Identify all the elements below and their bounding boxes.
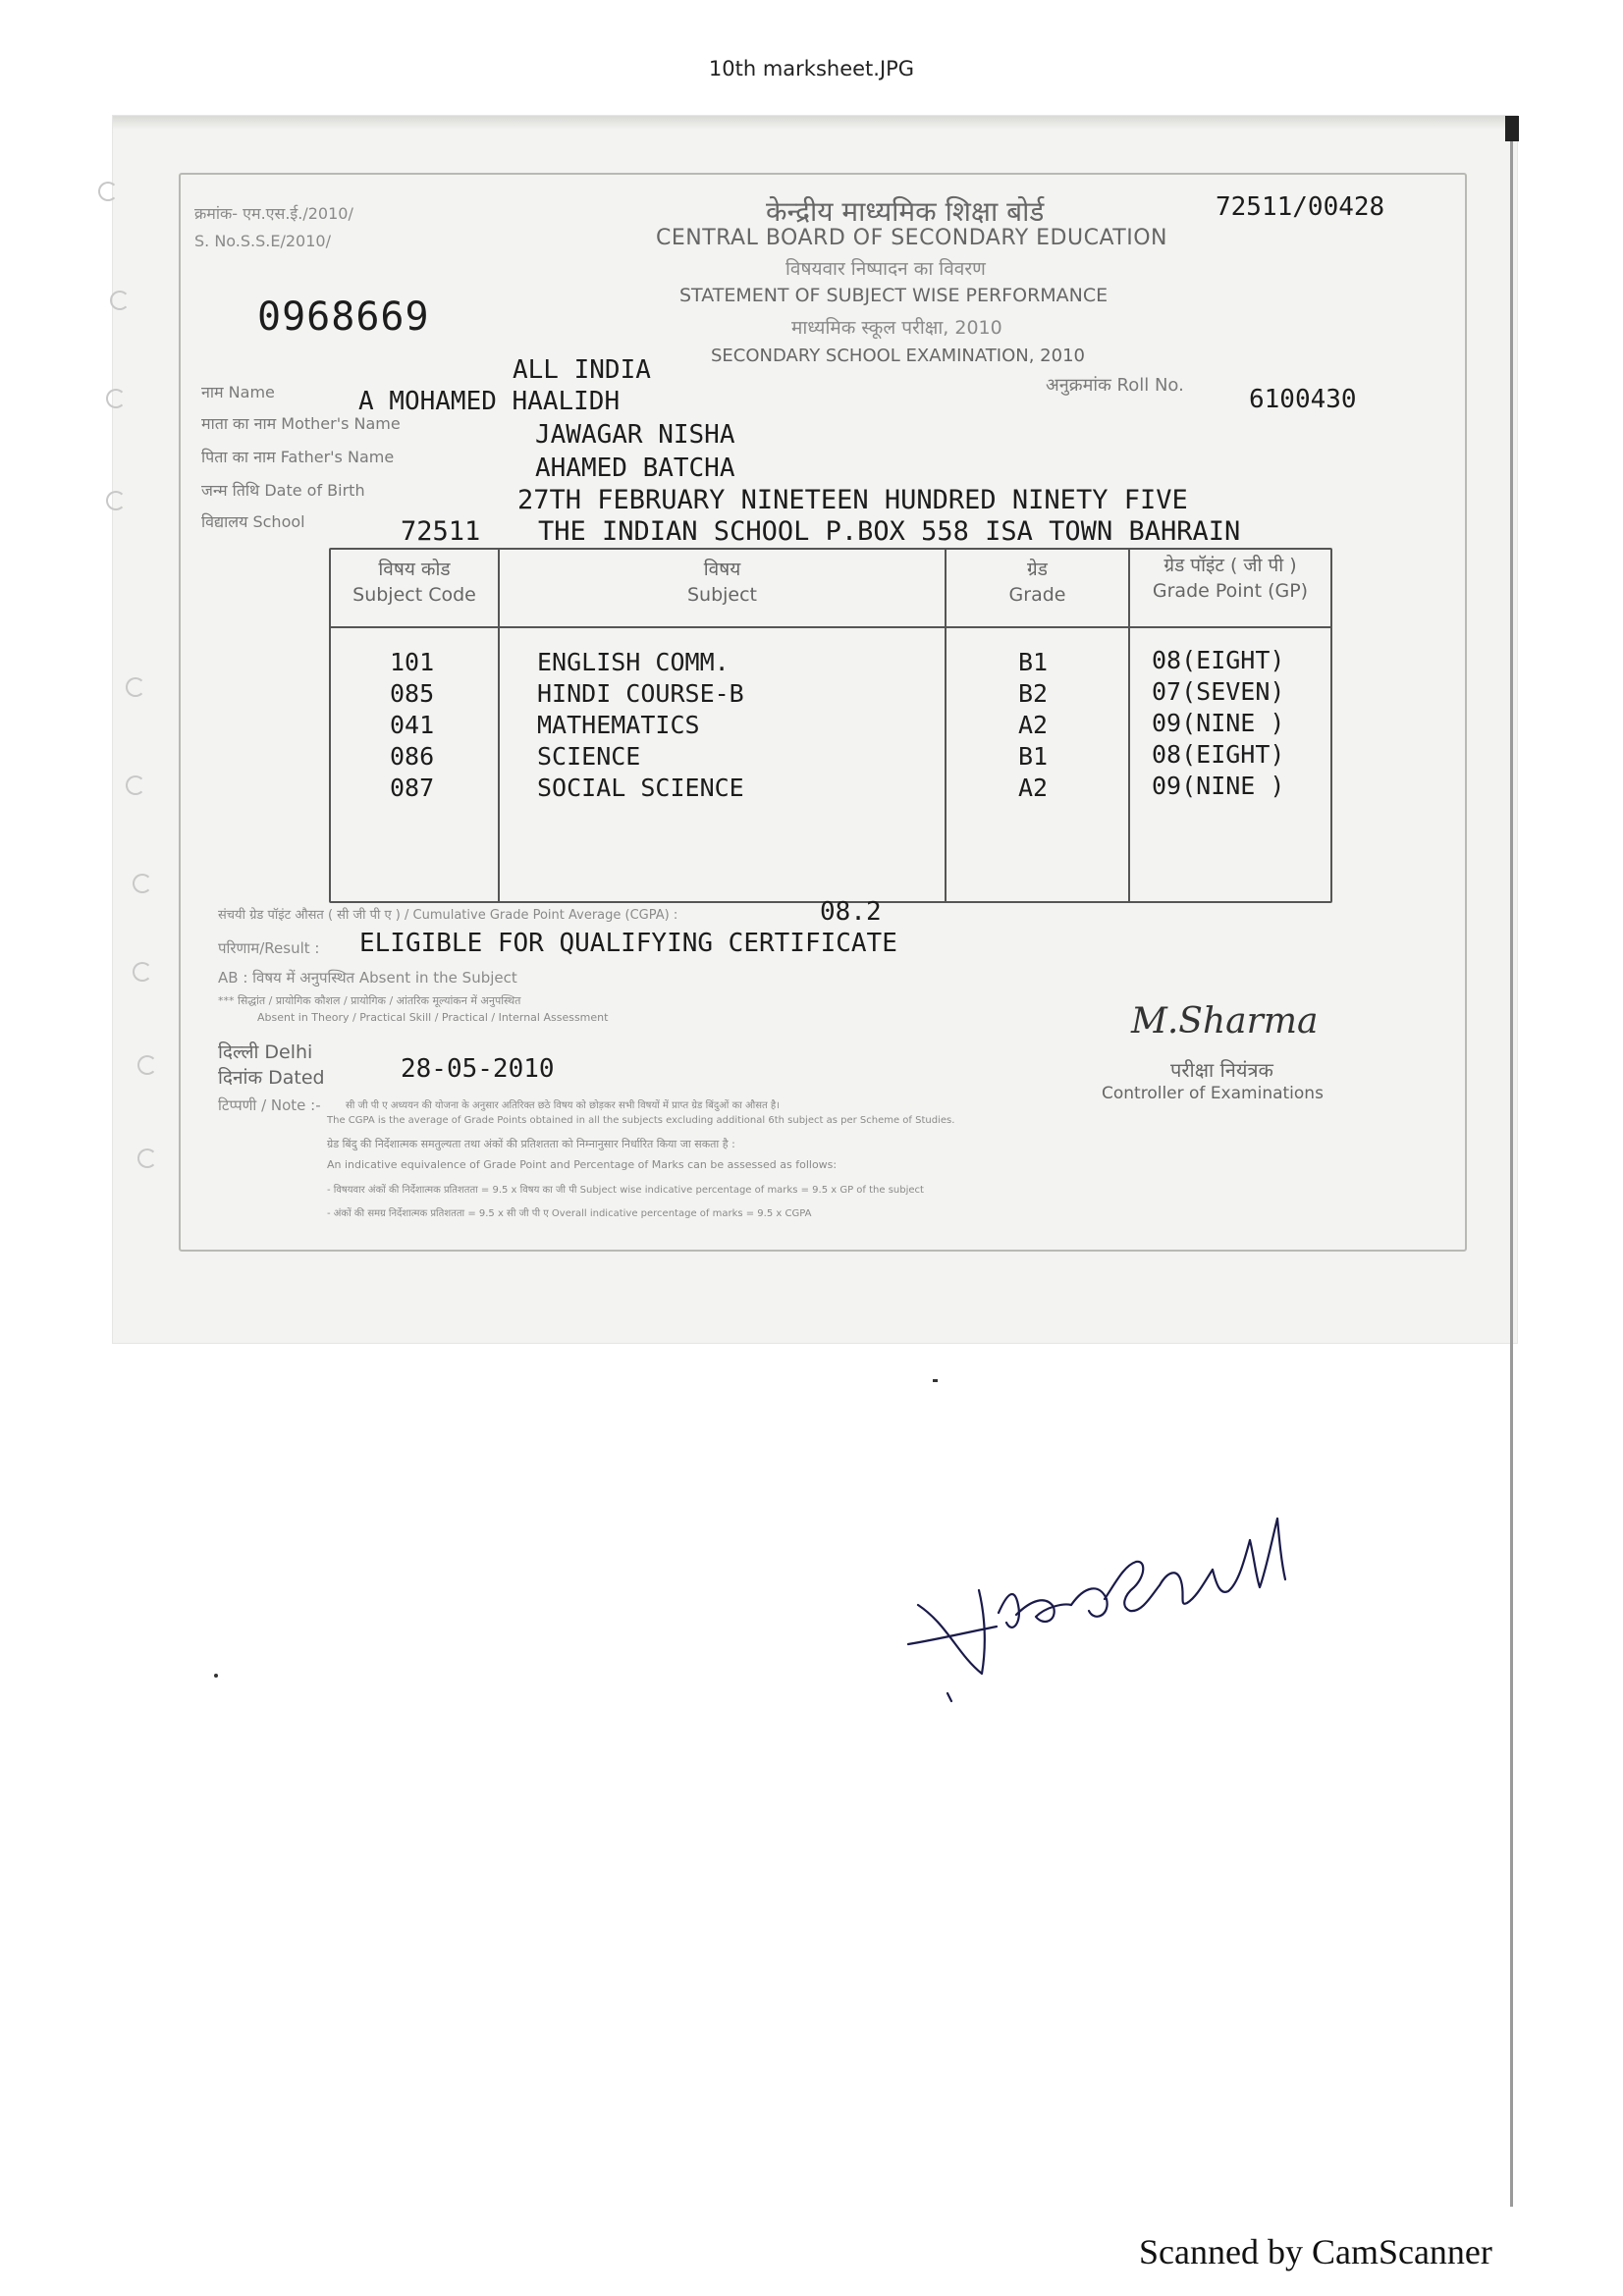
certificate-reference: 72511/00428: [1216, 192, 1385, 222]
note-line: सी जी पी ए अध्ययन की योजना के अनुसार अतिरिक्त छठे विषय को छोड़कर सभी विषयों में प्राप्त ग्रेड बिंदुओं का औसत है।: [346, 1100, 781, 1111]
mother-name: JAWAGAR NISHA: [535, 420, 735, 450]
subject-name-cell: MATHEMATICS: [537, 711, 700, 739]
signature-text: [889, 1497, 890, 1498]
dob-label: जन्म तिथि Date of Birth: [201, 481, 365, 500]
issue-date: 28-05-2010: [401, 1054, 555, 1084]
statement-title-english: STATEMENT OF SUBJECT WISE PERFORMANCE: [679, 285, 1109, 306]
subject-table: [329, 548, 1332, 903]
note-line: The CGPA is the average of Grade Points obtained in all the subjects excluding additional 6th subject as per Scheme of Studies.: [327, 1115, 955, 1126]
roll-label: अनुक्रमांक Roll No.: [1046, 375, 1184, 396]
grade-cell: A2: [1018, 711, 1049, 739]
table-header-code: विषय कोड Subject Code: [352, 559, 476, 606]
father-name-label: पिता का नाम Father's Name: [201, 448, 395, 466]
note-label: टिप्पणी / Note :-: [218, 1096, 321, 1114]
grade-cell: B1: [1018, 742, 1049, 771]
student-name: A MOHAMED HAALIDH: [358, 387, 621, 416]
date-of-birth: 27TH FEBRUARY NINETEEN HUNDRED NINETY FIVE: [517, 485, 1188, 515]
place-label: दिल्ली Delhi: [218, 1041, 313, 1063]
controller-title-english: Controller of Examinations: [1102, 1084, 1324, 1103]
controller-signature: M.Sharma: [1131, 1001, 1319, 1041]
punch-hole-icon: [106, 491, 126, 510]
table-header-grade-point: ग्रेड पॉइंट ( जी पी ) Grade Point (GP): [1152, 555, 1309, 602]
grade-point-cell: 07(SEVEN): [1152, 677, 1285, 706]
note-line: - विषयवार अंकों की निर्देशात्मक प्रतिशतता = 9.5 x विषय का जी पी Subject wise indicative percentage of marks = 9.5 x GP of the subject: [327, 1185, 924, 1196]
scan-speck: [933, 1379, 938, 1382]
punch-hole-icon: [137, 1148, 157, 1168]
subject-code-cell: 085: [390, 679, 435, 708]
subject-name-cell: ENGLISH COMM.: [537, 648, 730, 676]
exam-title-hindi: माध्यमिक स्कूल परीक्षा, 2010: [791, 317, 1002, 339]
all-india-label: ALL INDIA: [513, 355, 651, 385]
note-line: - अंकों की समग्र निर्देशात्मक प्रतिशतता = 9.5 x सी जी पी ए Overall indicative percentage of marks = 9.5 x CGPA: [327, 1208, 812, 1219]
subject-code-cell: 086: [390, 742, 435, 771]
punch-hole-icon: [126, 677, 145, 697]
grade-point-cell: 09(NINE ): [1152, 709, 1285, 737]
punch-hole-icon: [133, 962, 152, 982]
absent-note-english: Absent in Theory / Practical Skill / Practical / Internal Assessment: [257, 1011, 609, 1024]
file-name-header: 10th marksheet.JPG: [708, 57, 915, 80]
serial-top-left-english: S. No.S.S.E/2010/: [194, 232, 331, 250]
scan-speck: [214, 1674, 218, 1678]
cgpa-value: 08.2: [820, 897, 882, 927]
result-label: परिणाम/Result :: [218, 939, 320, 957]
table-header-grade: ग्रेड Grade: [1008, 559, 1066, 606]
roll-number: 6100430: [1249, 385, 1357, 414]
subject-name-cell: SCIENCE: [537, 742, 641, 771]
punch-hole-icon: [126, 775, 145, 795]
school-label: विद्यालय School: [201, 512, 305, 531]
punch-hole-icon: [98, 182, 118, 201]
board-name-hindi: केन्द्रीय माध्यमिक शिक्षा बोर्ड: [766, 195, 1045, 228]
result-value: ELIGIBLE FOR QUALIFYING CERTIFICATE: [359, 929, 897, 958]
scan-right-border: [1510, 116, 1513, 2207]
exam-title-english: SECONDARY SCHOOL EXAMINATION, 2010: [711, 346, 1085, 366]
scanned-by-footer: Scanned by CamScanner: [1139, 2232, 1492, 2271]
serial-top-left-hindi: क्रमांक- एम.एस.ई./2010/: [194, 204, 353, 223]
name-label: नाम Name: [201, 383, 275, 401]
board-name-english: CENTRAL BOARD OF SECONDARY EDUCATION: [656, 226, 1167, 250]
table-header-subject: विषय Subject: [686, 559, 758, 606]
mother-name-label: माता का नाम Mother's Name: [201, 414, 401, 433]
school-name: THE INDIAN SCHOOL P.BOX 558 ISA TOWN BAHRAIN: [538, 516, 1241, 547]
note-line: An indicative equivalence of Grade Point and Percentage of Marks can be assessed as follows:: [327, 1158, 838, 1171]
absent-note: AB : विषय में अनुपस्थित Absent in the Subject: [218, 969, 517, 987]
subject-code-cell: 101: [390, 648, 435, 676]
subject-name-cell: HINDI COURSE-B: [537, 679, 744, 708]
cgpa-label: संचयी ग्रेड पॉइंट औसत ( सी जी पी ए ) / Cumulative Grade Point Average (CGPA) :: [218, 908, 678, 923]
table-header-divider: [331, 626, 1330, 628]
grade-cell: B2: [1018, 679, 1049, 708]
controller-title-hindi: परीक्षा नियंत्रक: [1170, 1058, 1273, 1082]
serial-number: 0968669: [257, 294, 430, 340]
subject-name-cell: SOCIAL SCIENCE: [537, 774, 744, 802]
subject-code-cell: 087: [390, 774, 435, 802]
grade-point-cell: 08(EIGHT): [1152, 646, 1285, 674]
grade-point-cell: 08(EIGHT): [1152, 740, 1285, 769]
dated-label: दिनांक Dated: [218, 1067, 325, 1089]
subject-code-cell: 041: [390, 711, 435, 739]
note-line: ग्रेड बिंदु की निर्देशात्मक समतुल्यता तथा अंकों की प्रतिशतता को निम्नानुसार निर्धारित किया जा सकता है :: [327, 1138, 735, 1150]
grade-point-cell: 09(NINE ): [1152, 772, 1285, 800]
punch-hole-icon: [137, 1055, 157, 1075]
punch-hole-icon: [106, 389, 126, 408]
handwritten-signature-icon: [889, 1497, 1360, 1733]
punch-hole-icon: [110, 291, 130, 310]
scan-edge-shadow: [113, 116, 1517, 130]
scan-corner-mark: [1505, 116, 1519, 141]
absent-note-hindi: *** सिद्धांत / प्रायोगिक कौशल / प्रायोगिक / आंतरिक मूल्यांकन में अनुपस्थित: [218, 994, 521, 1007]
statement-title-hindi: विषयवार निष्पादन का विवरण: [785, 258, 986, 280]
father-name: AHAMED BATCHA: [535, 454, 735, 483]
school-code: 72511: [401, 516, 481, 547]
grade-cell: A2: [1018, 774, 1049, 802]
grade-cell: B1: [1018, 648, 1049, 676]
punch-hole-icon: [133, 874, 152, 893]
